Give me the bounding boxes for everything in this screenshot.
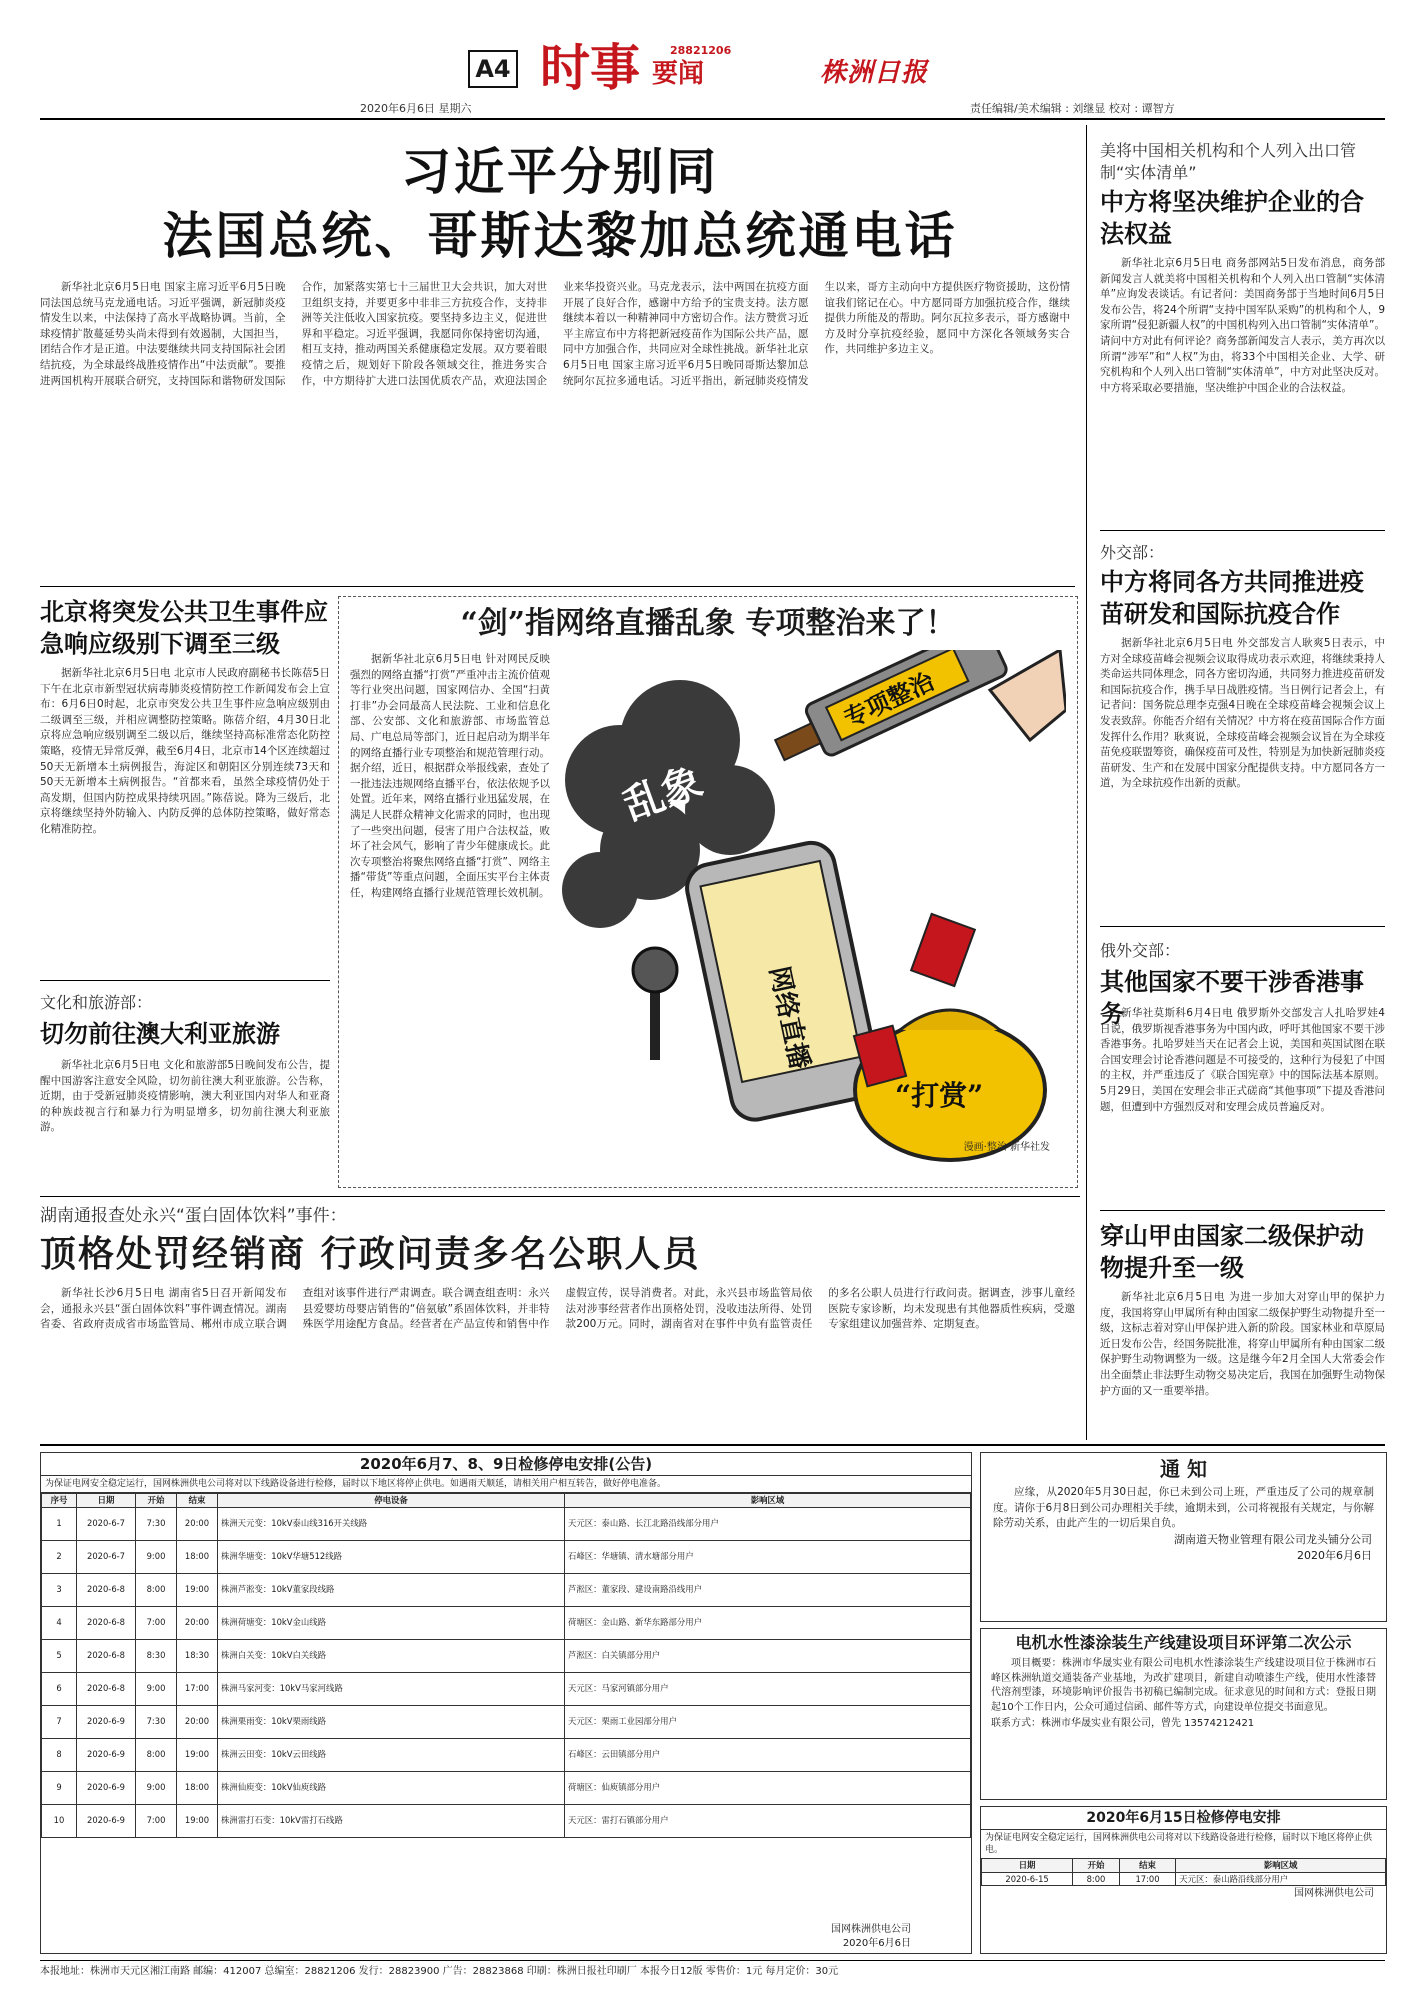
power-header-note: 为保证电网安全稳定运行，国网株洲供电公司将对以下线路设备进行检修，届时以下地区将停止供电。如遇雨天顺延，请相关用户相互转告，做好停电准备。 bbox=[41, 1476, 971, 1493]
col-no: 序号 bbox=[42, 1494, 77, 1508]
a1-title: 中方将坚决维护企业的合法权益 bbox=[1100, 187, 1364, 248]
cell-start: 8:00 bbox=[136, 1738, 177, 1771]
cell-end: 20:00 bbox=[177, 1705, 218, 1738]
col-area: 影响区域 bbox=[565, 1494, 971, 1508]
cell-end: 20:00 bbox=[177, 1606, 218, 1639]
travel-title: 切勿前往澳大利亚旅游 bbox=[40, 1019, 280, 1048]
cell-end: 19:00 bbox=[177, 1738, 218, 1771]
cell-start: 7:30 bbox=[136, 1507, 177, 1540]
table-row bbox=[42, 1738, 971, 1771]
notice-body: 应缘，从2020年5月30日起，你已未到公司上班，严重违反了公司的规章制度。请你于6月8日到公司办理相关手续，逾期未到，公司将视报有关规定，与你解除劳动关系，由此产生的一切后果自负。 bbox=[993, 1486, 1374, 1530]
col-device: 停电设备 bbox=[218, 1494, 565, 1508]
cell-device: 株洲栗雨变：10kV栗雨线路 bbox=[218, 1705, 565, 1738]
cell-area: 天元区：雷打石镇部分用户 bbox=[565, 1804, 971, 1837]
cartoon-illustration bbox=[560, 650, 1066, 1176]
table-row bbox=[42, 1507, 971, 1540]
cell-start: 8:00 bbox=[136, 1573, 177, 1606]
power2-signature: 国网株洲供电公司 bbox=[1294, 1888, 1374, 1899]
a3-rule bbox=[1100, 1210, 1385, 1211]
notice-date: 2020年6月6日 bbox=[1297, 1548, 1372, 1562]
table-row bbox=[42, 1672, 971, 1705]
cell-device: 株洲白关变：10kV白关线路 bbox=[218, 1639, 565, 1672]
p2-col-start: 开始 bbox=[1073, 1859, 1120, 1873]
editors: 责任编辑/美术编辑 : 刘继显 校对 : 谭智方 bbox=[970, 102, 1175, 115]
cell-no: 5 bbox=[42, 1639, 77, 1672]
cell-area: 石峰区：云田镇部分用户 bbox=[565, 1738, 971, 1771]
travel-body: 新华社北京6月5日电 文化和旅游部5日晚间发布公告，提醒中国游客注意安全风险，切勿前往澳大利亚旅游。公告称，近期，由于受新冠肺炎疫情影响，澳大利亚国内对华人和亚裔的种族歧视言行和暴力行为明显增多，切勿前往澳大利亚旅游。 bbox=[40, 1059, 330, 1134]
cell-end: 19:00 bbox=[177, 1573, 218, 1606]
lead-body: 新华社北京6月5日电 国家主席习近平6月5日晚同法国总统马克龙通电话。习近平强调，新冠肺炎疫情发生以来，中法保持了高水平战略协调。当前，全球疫情扩散蔓延势头尚未得到有效遏制，大国担当，团结合作才是正道。中法要继续共同支持国际社会团结抗疫，为全球最终战胜疫情作出“中法贡献”。要推进两国机构开展联合研究，支持国际和谐物研发国际合作，加紧落实第七十三届世卫大会共识，加大对世卫组织支持，并要更多中非非三方抗疫合作，支持非洲等关注低收入国家抗疫。要坚持多边主义，促进世界和平稳定。习近平强调，我愿同你保持密切沟通，相互支持，推动两国关系健康稳定发展。双方要着眼疫情之后，规划好下阶段各领域交往，推进务实合作，中方期待扩大进口法国优质农产品，欢迎法国企业来华投资兴业。马克龙表示，法中两国在抗疫方面开展了良好合作，感谢中方给予的宝贵支持。法方愿继续本着以一种精神同中方密切合作。法方赞赏习近平主席宣布中方将把新冠疫苗作为国际公共产品，愿同中方加强合作，共同应对全球性挑战。新华社北京6月5日电 国家主席习近平6月5日晚同哥斯达黎加总统阿尔瓦拉多通电话。习近平指出，新冠肺炎疫情发生以来，哥方主动向中方提供医疗物资援助，这份情谊我们铭记在心。中方愿同哥方加强抗疫合作，继续提供力所能及的帮助。阿尔瓦拉多表示，哥方感谢中方及时分享抗疫经验，愿同中方深化各领域务实合作，共同维护多边主义。 bbox=[40, 281, 1070, 387]
phone-label: 28821206 bbox=[670, 44, 732, 57]
a1-kicker: 美将中国相关机构和个人列入出口管制“实体清单” bbox=[1100, 141, 1357, 182]
paper-name: 株洲日报 bbox=[820, 58, 929, 88]
cell-area: 石峰区：华塘镇、清水塘部分用户 bbox=[565, 1540, 971, 1573]
section-title-main: 时事 bbox=[540, 38, 640, 97]
power2-note: 为保证电网安全稳定运行，国网株洲供电公司将对以下线路设备进行检修，届时以下地区将停止供电。 bbox=[985, 1833, 1373, 1855]
cartoon-credit: 漫画·整治 新华社发 bbox=[963, 1142, 1050, 1153]
beijing-title: 北京将突发公共卫生事件应急响应级别下调至三级 bbox=[40, 597, 328, 658]
table-row bbox=[42, 1639, 971, 1672]
ads-top-rule bbox=[40, 1444, 1385, 1446]
eia-box bbox=[980, 1628, 1387, 1800]
power2-box bbox=[980, 1806, 1387, 1954]
cell-date: 2020-6-9 bbox=[77, 1705, 136, 1738]
live-body: 据新华社北京6月5日电 针对网民反映强烈的网络直播“打赏”严重冲击主流价值观等行业突出问题，国家网信办、全国“扫黄打非”办会同最高人民法院、工业和信息化部、公安部、文化和旅游部、市场监管总局、广电总局等部门，近日起启动为期半年的网络直播行业专项整治和规范管理行动。据介绍，近日，根据群众举报线索，查处了一批违法违规网络直播平台，依法依规予以处置。近年来，网络直播行业迅猛发展，在满足人民群众精神文化需求的同时，也出现了一些突出问题，侵害了用户合法权益，败坏了社会风气，影响了青少年健康成长。此次专项整治将聚焦网络直播“打赏”、网络主播“带货”等重点问题，全面压实平台主体责任，构建网络直播行业规范管理长效机制。 bbox=[350, 653, 550, 899]
table-row bbox=[42, 1606, 971, 1639]
cell-date: 2020-6-8 bbox=[77, 1606, 136, 1639]
cell-device: 株洲华塘变：10kV华塘512线路 bbox=[218, 1540, 565, 1573]
a1-rule bbox=[1100, 530, 1385, 531]
cell-area: 天元区：栗雨工业园部分用户 bbox=[565, 1705, 971, 1738]
section-title-sub: 要闻 bbox=[652, 59, 705, 89]
table-row bbox=[42, 1573, 971, 1606]
power-table-box bbox=[40, 1452, 972, 1954]
cell-area: 芦淞区：董家段、建设南路沿线用户 bbox=[565, 1573, 971, 1606]
cell-end: 20:00 bbox=[177, 1507, 218, 1540]
page-code: A4 bbox=[468, 50, 518, 88]
travel-kicker: 文化和旅游部： bbox=[40, 993, 153, 1012]
p2-row-date: 2020-6-15 bbox=[982, 1872, 1073, 1886]
a4-title: 穿山甲由国家二级保护动物提升至一级 bbox=[1100, 1221, 1364, 1282]
cartoon-label-bag: “打赏” bbox=[895, 1079, 984, 1112]
power-table bbox=[41, 1493, 971, 1838]
power2-table bbox=[981, 1858, 1386, 1886]
p2-row-start: 8:00 bbox=[1073, 1872, 1120, 1886]
a4-body: 新华社北京6月5日电 为进一步加大对穿山甲的保护力度，我国将穿山甲属所有种由国家二级保护野生动物提升至一级，这标志着对穿山甲保护进入新的阶段。国家林业和草原局近日发布公告，经国务院批准，将穿山甲属所有种由国家二级保护野生动物调整为一级。这是继今年2月全国人大常委会作出全面禁止非法野生动物交易决定后，我国在加强野生动物保护方面的又一重要举措。 bbox=[1100, 1291, 1385, 1397]
cell-no: 9 bbox=[42, 1771, 77, 1804]
beijing-rule bbox=[40, 980, 330, 981]
live-title: “剑”指网络直播乱象 专项整治来了！ bbox=[460, 606, 956, 641]
mid-rule bbox=[40, 1196, 1080, 1197]
right-column-divider bbox=[1086, 125, 1087, 1440]
lead-title-1: 习近平分别同 bbox=[401, 142, 719, 201]
yongxing-title: 顶格处罚经销商 行政问责多名公职人员 bbox=[40, 1233, 701, 1275]
cell-no: 10 bbox=[42, 1804, 77, 1837]
yongxing-body: 新华社长沙6月5日电 湖南省5日召开新闻发布会，通报永兴县“蛋白固体饮料”事件调查情况。湖南省委、省政府责成省市场监管局、郴州市成立联合调查组对该事件进行严肃调查。联合调查组查明：永兴县爱婴坊母婴店销售的“倍氨敏”系固体饮料，并非特殊医学用途配方食品。经营者在产品宣传和销售中作虚假宣传，误导消费者。对此，永兴县市场监管局依法对涉事经营者作出顶格处罚，没收违法所得、处罚款200万元。同时，湖南省对在事件中负有监管责任的多名公职人员进行行政问责。据调查，涉事儿童经医院专家诊断，均未发现患有其他器质性疾病，受邀专家组建议加强营养、定期复查。 bbox=[40, 1287, 1075, 1331]
cell-date: 2020-6-7 bbox=[77, 1507, 136, 1540]
p2-row-end: 17:00 bbox=[1119, 1872, 1175, 1886]
cell-device: 株洲天元变：10kV泰山线316开关线路 bbox=[218, 1507, 565, 1540]
cell-date: 2020-6-9 bbox=[77, 1738, 136, 1771]
cell-end: 17:00 bbox=[177, 1672, 218, 1705]
cell-area: 天元区：马家河镇部分用户 bbox=[565, 1672, 971, 1705]
cell-no: 6 bbox=[42, 1672, 77, 1705]
a2-body: 据新华社北京6月5日电 外交部发言人耿爽5日表示，中方对全球疫苗峰会视频会议取得成功表示欢迎，将继续秉持人类命运共同体理念，同各方密切沟通，共同努力推进疫苗研发和国际抗疫合作，携手早日战胜疫情。当日例行记者会上，有记者问：国务院总理李克强4日晚在全球疫苗峰会视频会议上发表致辞。你能否介绍有关情况？中方将在疫苗国际合作方面发挥什么作用？耿爽说，全球疫苗峰会视频会议旨在为全球疫苗免疫联盟筹资，确保疫苗可及性，特别是为加快新冠肺炎疫苗研发、生产和在发展中国家分配提供支持。中方愿同各方一道，为全球抗疫作出新的贡献。 bbox=[1100, 637, 1385, 790]
a2-rule bbox=[1100, 926, 1385, 927]
p2-row-area: 天元区：泰山路沿线部分用户 bbox=[1176, 1872, 1386, 1886]
col-date: 日期 bbox=[77, 1494, 136, 1508]
cell-end: 19:00 bbox=[177, 1804, 218, 1837]
cell-end: 18:30 bbox=[177, 1639, 218, 1672]
p2-col-date: 日期 bbox=[982, 1859, 1073, 1873]
cell-start: 9:00 bbox=[136, 1771, 177, 1804]
cell-area: 天元区：泰山路、长江北路沿线部分用户 bbox=[565, 1507, 971, 1540]
a3-kicker: 俄外交部： bbox=[1100, 941, 1181, 960]
cell-device: 株洲雷打石变：10kV雷打石线路 bbox=[218, 1804, 565, 1837]
date-line: 2020年6月6日 星期六 bbox=[360, 102, 472, 115]
cell-start: 7:30 bbox=[136, 1705, 177, 1738]
cell-device: 株洲马家河变：10kV马家河线路 bbox=[218, 1672, 565, 1705]
power-title: 2020年6月7、8、9日检修停电安排(公告) bbox=[41, 1453, 971, 1476]
cell-end: 18:00 bbox=[177, 1771, 218, 1804]
footer-text: 本报地址：株洲市天元区湘江南路 邮编：412007 总编室：28821206 发行：28823900 广告：28823868 印刷：株洲日报社印刷厂 本报今日12版 零售价：1元 每月定价：30元 bbox=[40, 1966, 839, 1977]
yongxing-kicker: 湖南通报查处永兴“蛋白固体饮料”事件： bbox=[40, 1206, 347, 1226]
table-row bbox=[42, 1540, 971, 1573]
cell-area: 荷塘区：仙庾镇部分用户 bbox=[565, 1771, 971, 1804]
notice-title: 通 知 bbox=[1160, 1457, 1207, 1481]
lead-title-2: 法国总统、哥斯达黎加总统通电话 bbox=[162, 206, 958, 265]
power2-title: 2020年6月15日检修停电安排 bbox=[981, 1807, 1386, 1830]
cell-no: 7 bbox=[42, 1705, 77, 1738]
p2-row bbox=[982, 1872, 1386, 1886]
a2-title: 中方将同各方共同推进疫苗研发和国际抗疫合作 bbox=[1100, 567, 1364, 628]
a1-body: 新华社北京6月5日电 商务部网站5日发布消息，商务部新闻发言人就美将中国相关机构和个人列入出口管制“实体清单”应询发表谈话。有记者问：美国商务部于当地时间6月5日发布公告，将24个所谓“支持中国军队采购”的机构和个人，9家所谓“侵犯新疆人权”的中国机构列入出口管制“实体清单”。请问中方对此有何评论？商务部新闻发言人表示，美方再次以所谓“涉军”和“人权”为由，将33个中国相关企业、大学、研究机构和个人列入出口管制“实体清单”，中方对此坚决反对。中方将采取必要措施，坚决维护中国企业的合法权益。 bbox=[1100, 257, 1385, 394]
cell-no: 2 bbox=[42, 1540, 77, 1573]
a3-body: 新华社莫斯科6月4日电 俄罗斯外交部发言人扎哈罗娃4日说，俄罗斯视香港事务为中国内政，呼吁其他国家不要干涉香港事务。扎哈罗娃当天在记者会上说，美国和英国试图在联合国安理会讨论香港问题是不可接受的，这种行为侵犯了中国的主权，并严重违反了《联合国宪章》中的国际法基本原则。5月29日，美国在安理会非正式磋商“其他事项”下提及香港问题，但遭到中方强烈反对和安理会成员普遍反对。 bbox=[1100, 1007, 1385, 1113]
lead-bottom-rule bbox=[40, 586, 1075, 587]
p2-col-area: 影响区域 bbox=[1176, 1859, 1386, 1873]
cell-device: 株洲芦淞变：10kV董家段线路 bbox=[218, 1573, 565, 1606]
cell-start: 7:00 bbox=[136, 1804, 177, 1837]
cell-no: 8 bbox=[42, 1738, 77, 1771]
notice-signer: 湖南道天物业管理有限公司龙头铺分公司 bbox=[1174, 1532, 1372, 1546]
cell-device: 株洲云田变：10kV云田线路 bbox=[218, 1738, 565, 1771]
footer-rule bbox=[40, 1960, 1385, 1961]
cell-start: 9:00 bbox=[136, 1672, 177, 1705]
cell-no: 4 bbox=[42, 1606, 77, 1639]
table-row bbox=[42, 1804, 971, 1837]
masthead-rule bbox=[40, 118, 1385, 120]
cell-device: 株洲仙庾变：10kV仙庾线路 bbox=[218, 1771, 565, 1804]
beijing-body: 据新华社北京6月5日电 北京市人民政府副秘书长陈蓓5日下午在北京市新型冠状病毒肺炎疫情防控工作新闻发布会上宣布：6月6日0时起，北京市突发公共卫生事件应急响应级别由二级调至三级，并相应调整防控策略。陈蓓介绍，4月30日北京将应急响应级别调至二级以后，继续坚持高标准常态化防控策略，疫情无异常反弹，截至6月4日，北京市14个区连续超过50天无新增本土病例报告，海淀区和朝阳区分别连续73天和50天无新增本土病例报告。“首都来看，虽然全球疫情仍处于高发期，但国内防控成果持续巩固。”陈蓓说。降为三级后，北京将继续坚持外防输入、内防反弹的总体防控策略，做好常态化精准防控。 bbox=[40, 667, 330, 835]
cell-device: 株洲荷塘变：10kV金山线路 bbox=[218, 1606, 565, 1639]
col-start: 开始 bbox=[136, 1494, 177, 1508]
cell-date: 2020-6-9 bbox=[77, 1771, 136, 1804]
p2-col-end: 结束 bbox=[1119, 1859, 1175, 1873]
col-end: 结束 bbox=[177, 1494, 218, 1508]
cell-end: 18:00 bbox=[177, 1540, 218, 1573]
eia-body: 项目概要：株洲市华晟实业有限公司电机水性漆涂装生产线建设项目位于株洲市石峰区株洲轨道交通装备产业基地，为改扩建项目，新建自动喷漆生产线，使用水性漆替代溶剂型漆，环境影响评价报告书初稿已编制完成。征求意见的时间和方式：登报日期起10个工作日内，公众可通过信函、邮件等方式，向建设单位提交书面意见。 bbox=[991, 1658, 1376, 1713]
power-signature: 国网株洲供电公司 bbox=[831, 1924, 911, 1935]
cell-date: 2020-6-9 bbox=[77, 1804, 136, 1837]
cell-start: 7:00 bbox=[136, 1606, 177, 1639]
notice-box bbox=[980, 1452, 1387, 1622]
cartoon-label-phone: 网络直播 bbox=[763, 963, 815, 1072]
eia-title: 电机水性漆涂装生产线建设项目环评第二次公示 bbox=[1015, 1633, 1352, 1652]
cell-area: 芦淞区：白关镇部分用户 bbox=[565, 1639, 971, 1672]
cell-date: 2020-6-8 bbox=[77, 1573, 136, 1606]
masthead bbox=[40, 40, 1390, 120]
a3-title: 其他国家不要干涉香港事务 bbox=[1100, 967, 1364, 1028]
table-row bbox=[42, 1705, 971, 1738]
cell-date: 2020-6-8 bbox=[77, 1672, 136, 1705]
cell-no: 3 bbox=[42, 1573, 77, 1606]
power-sig-date: 2020年6月6日 bbox=[842, 1938, 911, 1949]
a2-kicker: 外交部： bbox=[1100, 543, 1165, 562]
cell-date: 2020-6-7 bbox=[77, 1540, 136, 1573]
cartoon-label-gavel: 专项整治 bbox=[839, 666, 939, 734]
table-row bbox=[42, 1771, 971, 1804]
cell-start: 8:30 bbox=[136, 1639, 177, 1672]
cell-no: 1 bbox=[42, 1507, 77, 1540]
cell-area: 荷塘区：金山路、新华东路部分用户 bbox=[565, 1606, 971, 1639]
eia-contact: 联系方式：株洲市华晟实业有限公司，曾先 13574212421 bbox=[991, 1718, 1255, 1729]
cartoon-label-chaos: 乱象 bbox=[617, 757, 709, 830]
cell-start: 9:00 bbox=[136, 1540, 177, 1573]
cell-date: 2020-6-8 bbox=[77, 1639, 136, 1672]
